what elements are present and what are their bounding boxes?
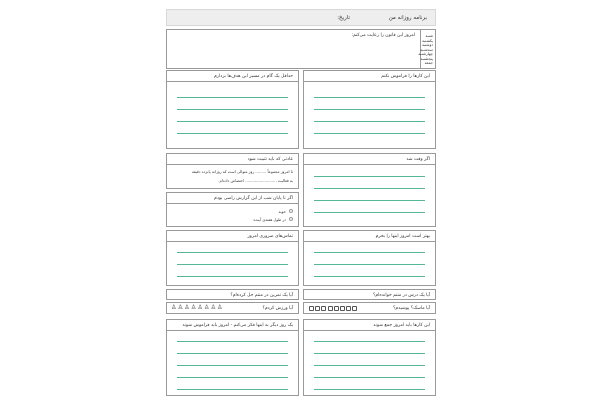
sports-box [166,302,299,314]
report-box [166,192,299,227]
exercise-box [166,289,299,300]
glass-check-4[interactable] [328,306,333,311]
lesson-box [303,289,436,300]
glass-check-6[interactable] [340,306,345,311]
habit-line-1: تا امروز مجموعاً ......... روز متوالی است که روزانه پانزده دقیقه [191,169,293,174]
person-icon[interactable]: ♙ [171,304,177,311]
mood-7: جمعه [424,60,433,65]
forget-box [303,70,436,149]
if-time-title: اگر وقت شد [406,157,430,162]
date-label: تاریخ: [337,15,350,21]
mood-5: چهارشنبه [418,51,433,56]
header-bar [166,9,436,26]
exercise-title: آیا یک تمرین در منتم حل کرده‌ام؟ [230,293,293,298]
person-icon[interactable]: ♙ [217,304,223,311]
mood-4: سه‌شنبه [420,46,433,52]
intro-box [166,29,436,69]
person-icon[interactable]: ♙ [184,304,190,311]
person-icon[interactable]: ♙ [197,304,203,311]
person-icon[interactable]: ♙ [190,304,197,311]
calls-title: تماس‌های ضروری امروز [247,234,293,239]
other-box [166,319,299,396]
intro-text: امروز این قانون را رعایت می‌کنم: [351,33,415,38]
glass-check-1[interactable] [309,306,314,311]
radio-label-2: در طول هفته‌ی آینده: [252,217,286,222]
if-time-box [303,153,436,227]
glass-check-2[interactable] [315,306,320,311]
person-icon[interactable]: ♙ [203,304,210,311]
glass-check-5[interactable] [334,306,339,311]
water-title: آیا ماسک؟ پوشیدم؟ [393,306,430,311]
glass-check-7[interactable] [346,306,351,311]
glass-check-8[interactable] [352,306,357,311]
mood-2: یکشنبه [422,37,433,43]
person-icon[interactable]: ♙ [177,304,183,311]
best-box [303,230,436,286]
sports-title: آیا ورزش کردم؟ [262,306,293,311]
mood-6: پنجشنبه [420,55,433,61]
page-title: برنامه روزانه من [388,15,427,21]
goals-box [166,70,299,149]
collect-box [303,319,436,396]
radio-label-1: خوبه [278,209,286,214]
report-title: اگر تا پایان شب از این گزارش راضی بودم [214,196,293,201]
calls-box [166,230,299,286]
other-title: یک روز دیگر به اینها فکر می‌کنم - امروز باید فراموش شوند [182,323,293,328]
planner-page [166,6,436,398]
glass-check-3[interactable] [321,306,326,311]
radio-option-2[interactable] [289,217,293,221]
glass-checkboxes [309,306,357,311]
habits-box [166,153,299,189]
habit-line-2: به فعالیت .......................... اختصاص داده‌ام. [218,178,293,183]
person-icons [171,305,222,311]
best-title: بهتر است امروز اینها را بخرم [375,234,430,239]
person-icon[interactable]: ♙ [210,304,216,311]
goals-title: حداقل یک گام در مسیر این هدف‌ها بردارم [213,74,293,79]
lesson-title: آیا یک درس در منتم خوانده‌ام؟ [372,293,430,298]
water-box [303,302,436,314]
collect-title: این کارها باید امروز جمع شوند [373,323,430,328]
habits-title: عادتی که باید تثبیت شود [247,157,293,162]
mood-3: دوشنبه [421,42,433,47]
radio-option-1[interactable] [289,209,293,213]
forget-title: این کارها را فراموش نکنم [381,74,430,79]
mood-1: شنبه [425,33,433,38]
